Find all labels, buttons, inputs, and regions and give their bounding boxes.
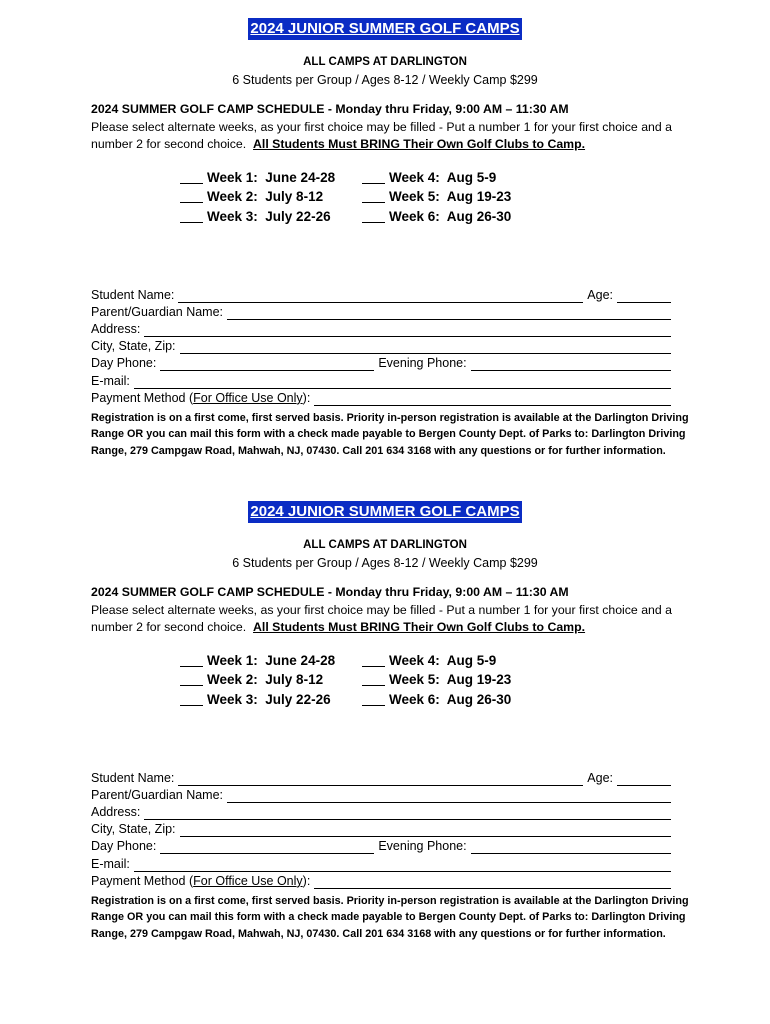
student-name-label: Student Name:	[91, 287, 175, 302]
payment-row	[91, 389, 671, 406]
week-label: Week 2:	[207, 189, 258, 204]
day-phone-label: Day Phone:	[91, 839, 157, 854]
schedule-text: Please select alternate weeks, as your first choice may be filled - Put a number 1 for your first choice and a number 2 for second choice.	[91, 119, 672, 151]
age-label: Age:	[587, 770, 613, 785]
week-choices	[0, 651, 770, 711]
day-phone-field[interactable]	[160, 841, 374, 854]
week-dates: Aug 19-23	[446, 672, 512, 687]
week-option[interactable]	[180, 670, 335, 690]
clubs-note: All Students Must BRING Their Own Golf Clubs to Camp.	[253, 620, 586, 634]
phone-row	[91, 837, 671, 854]
city-state-zip-field[interactable]	[180, 341, 671, 354]
week-dates: Aug 19-23	[446, 189, 512, 204]
office-use-text: For Office Use Only	[193, 390, 303, 405]
payment-label	[91, 391, 310, 406]
week-dates: July 22-26	[265, 691, 331, 707]
week-option[interactable]	[180, 651, 335, 671]
registration-form-1	[0, 18, 770, 459]
schedule-block	[91, 101, 691, 154]
week-label: Week 3:	[207, 208, 258, 224]
contact-fields	[91, 286, 671, 406]
camp-details: 6 Students per Group / Ages 8-12 / Weekly Camp $299	[232, 556, 538, 570]
week-option[interactable]	[362, 651, 511, 671]
week-option[interactable]	[180, 168, 335, 188]
week-choice-blank[interactable]	[362, 652, 385, 667]
week-dates: July 22-26	[265, 208, 331, 224]
week-label: Week 2:	[207, 672, 258, 687]
evening-phone-field[interactable]	[471, 841, 671, 854]
week-label: Week 3:	[207, 691, 258, 707]
address-row	[91, 320, 671, 337]
week-label: Week 5:	[389, 189, 440, 204]
city-row	[91, 337, 671, 354]
week-label: Week 1:	[207, 169, 258, 185]
week-choice-blank[interactable]	[362, 671, 385, 686]
week-choice-blank[interactable]	[362, 188, 385, 203]
week-dates: Aug 5-9	[446, 652, 497, 668]
week-choice-blank[interactable]	[180, 169, 203, 184]
day-phone-label: Day Phone:	[91, 356, 157, 371]
evening-phone-label: Evening Phone:	[378, 356, 467, 371]
form-title: 2024 JUNIOR SUMMER GOLF CAMPS	[248, 18, 521, 40]
clubs-note: All Students Must BRING Their Own Golf Clubs to Camp.	[253, 137, 586, 151]
city-state-zip-label: City, State, Zip:	[91, 822, 176, 837]
week-label: Week 6:	[389, 208, 440, 224]
guardian-row	[91, 303, 671, 320]
week-option[interactable]	[362, 168, 511, 188]
day-phone-field[interactable]	[160, 358, 374, 371]
payment-row	[91, 872, 671, 889]
week-dates: June 24-28	[265, 169, 336, 185]
email-row	[91, 371, 671, 388]
evening-phone-field[interactable]	[471, 358, 671, 371]
week-dates: Aug 26-30	[446, 208, 512, 224]
week-choice-blank[interactable]	[180, 208, 203, 223]
camp-details: 6 Students per Group / Ages 8-12 / Weekly Camp $299	[232, 73, 538, 87]
phone-row	[91, 354, 671, 371]
registration-form-2	[0, 501, 770, 942]
email-label: E-mail:	[91, 373, 130, 388]
week-dates: June 24-28	[265, 652, 336, 668]
week-label: Week 6:	[389, 691, 440, 707]
title-wrap	[0, 501, 770, 525]
guardian-row	[91, 786, 671, 803]
guardian-name-label: Parent/Guardian Name:	[91, 787, 224, 802]
week-choice-blank[interactable]	[180, 671, 203, 686]
guardian-name-field[interactable]	[227, 307, 671, 320]
camp-location: ALL CAMPS AT DARLINGTON	[303, 56, 467, 68]
address-field[interactable]	[144, 324, 671, 337]
schedule-instructions	[91, 119, 691, 154]
evening-phone-label: Evening Phone:	[378, 839, 467, 854]
city-row	[91, 820, 671, 837]
age-label: Age:	[587, 287, 613, 302]
payment-prefix: Payment Method (	[91, 390, 194, 405]
week-option[interactable]	[180, 690, 335, 710]
address-label: Address:	[91, 805, 141, 820]
payment-prefix: Payment Method (	[91, 873, 194, 888]
payment-suffix: ):	[302, 390, 311, 405]
age-field[interactable]	[617, 773, 671, 786]
email-field[interactable]	[134, 376, 671, 389]
week-choices	[0, 168, 770, 228]
title-wrap	[0, 18, 770, 42]
week-option[interactable]	[362, 670, 511, 690]
email-field[interactable]	[134, 859, 671, 872]
address-row	[91, 803, 671, 820]
week-choice-blank[interactable]	[362, 208, 385, 223]
email-label: E-mail:	[91, 856, 130, 871]
week-choice-blank[interactable]	[180, 652, 203, 667]
week-dates: Aug 26-30	[446, 691, 512, 707]
student-name-row	[91, 769, 671, 786]
contact-fields	[91, 769, 671, 889]
week-label: Week 4:	[389, 169, 440, 185]
schedule-block	[91, 584, 691, 637]
week-choice-blank[interactable]	[362, 691, 385, 706]
camp-location: ALL CAMPS AT DARLINGTON	[303, 539, 467, 551]
week-option[interactable]	[362, 690, 511, 710]
week-choice-blank[interactable]	[180, 188, 203, 203]
student-name-field[interactable]	[178, 773, 583, 786]
week-label: Week 1:	[207, 652, 258, 668]
office-use-text: For Office Use Only	[193, 873, 303, 888]
guardian-name-label: Parent/Guardian Name:	[91, 304, 224, 319]
week-dates: July 8-12	[265, 672, 324, 687]
week-choice-blank[interactable]	[180, 691, 203, 706]
week-option[interactable]	[180, 207, 335, 227]
payment-suffix: ):	[302, 873, 311, 888]
week-column-right	[362, 168, 511, 227]
schedule-text: Please select alternate weeks, as your first choice may be filled - Put a number 1 for your first choice and a number 2 for second choice.	[91, 602, 672, 634]
age-field[interactable]	[617, 290, 671, 303]
schedule-heading: 2024 SUMMER GOLF CAMP SCHEDULE - Monday thru Friday, 9:00 AM – 11:30 AM	[91, 585, 569, 599]
week-column-right	[362, 651, 511, 710]
week-option[interactable]	[362, 207, 511, 227]
week-label: Week 4:	[389, 652, 440, 668]
registration-note: Registration is on a first come, first served basis. Priority in-person registration is available at the Darlington Driving Range OR you can mail this form with a check made payable to Bergen County Dept. of Parks to: Darlington Driving Range, 279 Campgaw Road, Mahwah, NJ, 07430. Call 201 634 3168 with any questions or for further information.	[91, 894, 689, 940]
form-title: 2024 JUNIOR SUMMER GOLF CAMPS	[248, 501, 521, 523]
schedule-instructions	[91, 602, 691, 637]
address-field[interactable]	[144, 807, 671, 820]
week-dates: July 8-12	[265, 189, 324, 204]
address-label: Address:	[91, 322, 141, 337]
city-state-zip-label: City, State, Zip:	[91, 339, 176, 354]
week-choice-blank[interactable]	[362, 169, 385, 184]
week-dates: Aug 5-9	[446, 169, 497, 185]
payment-label	[91, 874, 310, 889]
week-option[interactable]	[362, 187, 511, 207]
registration-note: Registration is on a first come, first served basis. Priority in-person registration is available at the Darlington Driving Range OR you can mail this form with a check made payable to Bergen County Dept. of Parks to: Darlington Driving Range, 279 Campgaw Road, Mahwah, NJ, 07430. Call 201 634 3168 with any questions or for further information.	[91, 411, 689, 457]
week-option[interactable]	[180, 187, 335, 207]
payment-field[interactable]	[314, 876, 671, 889]
week-column-left	[180, 168, 335, 227]
email-row	[91, 854, 671, 871]
student-name-row	[91, 286, 671, 303]
student-name-label: Student Name:	[91, 770, 175, 785]
week-column-left	[180, 651, 335, 710]
schedule-heading: 2024 SUMMER GOLF CAMP SCHEDULE - Monday thru Friday, 9:00 AM – 11:30 AM	[91, 102, 569, 116]
guardian-name-field[interactable]	[227, 790, 671, 803]
week-label: Week 5:	[389, 672, 440, 687]
student-name-field[interactable]	[178, 290, 583, 303]
payment-field[interactable]	[314, 393, 671, 406]
city-state-zip-field[interactable]	[180, 824, 671, 837]
